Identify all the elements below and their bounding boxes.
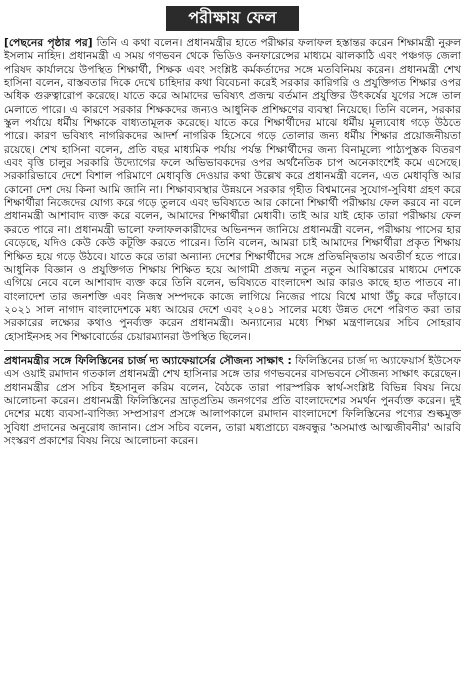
article-main-paragraph bbox=[4, 37, 461, 344]
headline-banner bbox=[4, 6, 461, 31]
article-secondary-body: ফিলিস্তিনের চার্জ দ্য অ্যাফেয়ার্স ইউসেফ এস ওয়াই রমাদান গতকাল প্রধানমন্ত্রী শেখ হাসিনার সঙ্গে তার গণভবনের বাসভবনে সৌজন্য সাক্ষাৎ করেছেন। প্রধানমন্ত্রীর প্রেস সচিব ইহসানুল করিম বলেন, বৈঠকে তারা পারস্পরিক স্বার্থ-সংশ্লিষ্ট বিভিন্ন বিষয় নিয়ে আলোচনা করেন। প্রধানমন্ত্রী ফিলিস্তিনের ভ্রাতৃপ্রতিম জনগণের প্রতি বাংলাদেশের সমর্থন পুনর্ব্যক্ত করেন। দুই দেশের মধ্যে ব্যবসা-বাণিজ্য সম্প্রসারণ প্রসঙ্গে আলাপকালে রমাদান বাংলাদেশে ফিলিস্তিনের পণ্যের শুল্কমুক্ত সুবিধা প্রদানের অনুরোধ জানান। প্রেস সচিব বলেন, তারা মধ্যপ্রাচ্যে বঙ্গবন্ধুর 'অসমাপ্ত আত্মজীবনীর' আরবি সংস্করণ প্রকাশের বিষয় নিয়ে আলোচনা করেন। bbox=[4, 354, 462, 447]
headline: পরীক্ষায় ফেল bbox=[166, 6, 298, 31]
article-secondary-paragraph bbox=[4, 355, 461, 448]
continuation-marker: [পেছনের পৃষ্ঠার পর] bbox=[4, 37, 93, 49]
article-main bbox=[4, 37, 461, 344]
article-secondary bbox=[4, 355, 461, 448]
article-divider bbox=[4, 350, 461, 351]
article-secondary-heading: প্রধানমন্ত্রীর সঙ্গে ফিলিস্তিনের চার্জ দ্য অ্যাফেয়ার্সের সৌজন্য সাক্ষাৎ : bbox=[4, 354, 292, 367]
article-main-body: তিনি এ কথা বলেন। প্রধানমন্ত্রীর হাতে পরীক্ষার ফলাফল হস্তান্তর করেন শিক্ষামন্ত্রী নুরুল ইসলাম নাহিদ। প্রধানমন্ত্রী এ সময় গণভবন থেকে ভিডিও কনফারেন্সের মাধ্যমে ঝালকাঠি এবং পঞ্চগড় জেলা পরিষদ কার্যালয়ে উপস্থিত শিক্ষার্থী, শিক্ষক এবং সংশ্লিষ্ট কর্মকর্তাদের সঙ্গে মতবিনিময় করেন। প্রধানমন্ত্রী শেখ হাসিনা বলেন, বাস্তবতার দিকে দেখে চাহিদার কথা বিবেচনা করেই সরকার কারিগরি ও প্রযুক্তিগত শিক্ষার ওপর অধিক গুরুত্বারোপ করেছে। যাতে করে আমাদের ভবিষ্যৎ প্রজন্ম বর্তমান প্রযুক্তির উৎকর্ষের যুগের সঙ্গে তাল মেলাতে পারে। এ কারণে সরকার শিক্ষকদের জন্যও আধুনিক প্রশিক্ষণের ব্যবস্থা নিয়েছে। তিনি বলেন, সরকার স্কুল পর্যায়ে ধর্মীয় শিক্ষাকে বাধ্যতামূলক করেছে। যাতে করে শিক্ষার্থীদের মাঝে ধর্মীয় মূল্যবোধ গড়ে উঠতে পারে। কারণ ভবিষ্যৎ নাগরিকদের আদর্শ নাগরিক হিসেবে গড়ে তোলার জন্য ধর্মীয় শিক্ষার প্রয়োজনীয়তা রয়েছে। শেখ হাসিনা বলেন, প্রতি বছর মাধ্যমিক পর্যায় পর্যন্ত শিক্ষার্থীদের জন্য বিনামূল্যে পাঠ্যপুস্তক বিতরণ এবং বৃত্তি চালুর সরকারি উদ্যোগের ফলে অভিভাবকদের ওপর অর্থনৈতিক চাপ অনেকাংশেই কমে এসেছে। সরকারিভাবে দেশে বিশাল পরিমাণে মেধাবৃত্তি দেওয়ার কথা উল্লেখ করে প্রধানমন্ত্রী বলেন, এত মেধাবৃত্তি আর কোনো দেশ দেয় কিনা আমি জানি না। শিক্ষাব্যবস্থার উন্নয়নে সরকার গৃহীত বিশ্বমানের সুযোগ-সুবিধা গ্রহণ করে শিক্ষার্থীরা নিজেদের যোগ্য করে গড়ে তুলবে এবং ভবিষ্যতে আর কোনো শিক্ষার্থী পরীক্ষায় ফেল করবে না বলে প্রধানমন্ত্রী আশাবাদ ব্যক্ত করে বলেন, আমাদের শিক্ষার্থীরা মেধাবী। তাই আর যাই হোক তারা পরীক্ষায় ফেল করতে পারে না। প্রধানমন্ত্রী ভালো ফলাফলকারীদের অভিনন্দন জানিয়ে প্রধানমন্ত্রী বলেন, পরীক্ষায় পাসের হার বেড়েছে, যদিও কেউ কেউ কটূক্তি করতে পারেন। তিনি বলেন, আমরা চাই আমাদের শিক্ষার্থীরা প্রকৃত শিক্ষায় শিক্ষিত হয়ে গড়ে উঠবে। যাতে করে তারা অন্যান্য দেশের শিক্ষার্থীদের সঙ্গে প্রতিদ্বন্দ্বিতায় অবতীর্ণ হতে পারে। আধুনিক বিজ্ঞান ও প্রযুক্তিগত শিক্ষায় শিক্ষিত হয়ে আগামী প্রজন্ম নতুন নতুন আবিষ্কারের মাধ্যমে দেশকে এগিয়ে নেবে বলে আশাবাদ ব্যক্ত করে তিনি বলেন, ভবিষ্যতে বাংলাদেশ আর কারও কাছে হাত পাতবে না। বাংলাদেশ তার জনশক্তি এবং নিজস্ব সম্পদকে কাজে লাগিয়ে নিজের পায়ে বিশ্বে মাথা উঁচু করে দাঁড়াবে। ২০২১ সাল নাগাদ বাংলাদেশকে মধ্য আয়ের দেশে এবং ২০৪১ সালের মধ্যে উন্নত দেশে পরিণত করা তার সরকারের লক্ষ্যের কথাও পুনর্ব্যক্ত করেন প্রধানমন্ত্রী। অন্যান্যের মধ্যে শিক্ষা মন্ত্রণালয়ের সচিব সোহরাব হোসাইনসহ সব শিক্ষাবোর্ডের চেয়ারম্যানরা উপস্থিত ছিলেন। bbox=[4, 37, 461, 343]
